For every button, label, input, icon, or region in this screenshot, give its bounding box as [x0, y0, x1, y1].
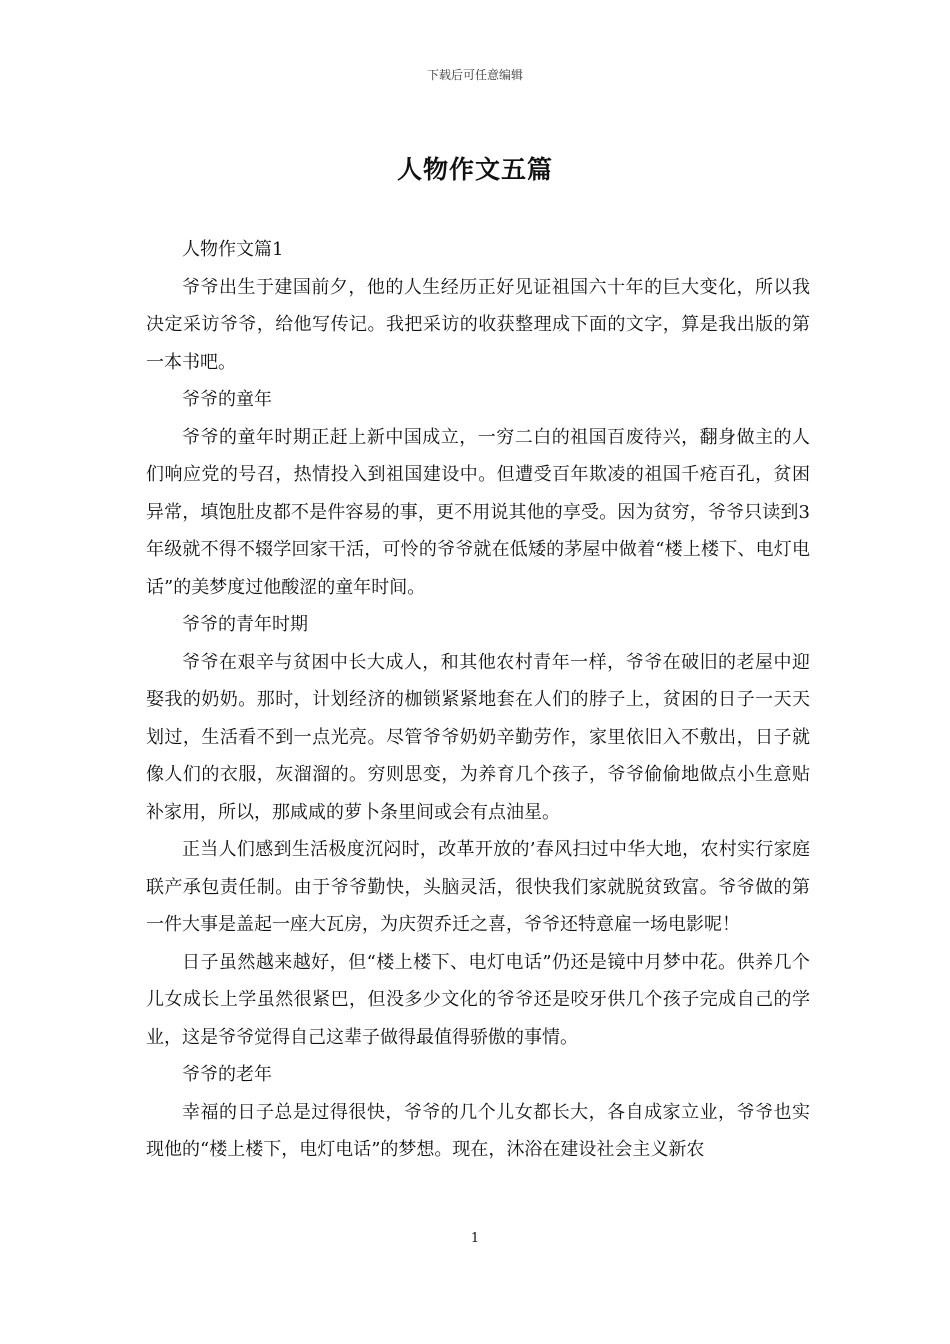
section-heading: 爷爷的童年	[182, 389, 272, 410]
paragraph: 爷爷出生于建国前夕，他的人生经历正好见证祖国六十年的巨大变化，所以我决定采访爷爷，给他写传记。我把采访的收获整理成下面的文字，算是我出版的第一本书吧。	[146, 276, 810, 373]
section-heading: 爷爷的老年	[182, 1064, 272, 1085]
section-heading: 人物作文篇1	[182, 239, 284, 260]
paragraph: 爷爷在艰辛与贫困中长大成人，和其他农村青年一样，爷爷在破旧的老屋中迎娶我的奶奶。那时，计划经济的枷锁紧紧地套在人们的脖子上，贫困的日子一天天划过，生活看不到一点光亮。尽管爷爷奶奶辛勤劳作，家里依旧入不敷出，日子就像人们的衣服，灰溜溜的。穷则思变，为养育几个孩子，爷爷偷偷地做点小生意贴补家用，所以，那咸咸的萝卜条里间或会有点油星。	[146, 651, 810, 823]
header-note: 下载后可任意编辑	[426, 68, 523, 82]
paragraph: 日子虽然越来越好，但“楼上楼下、电灯电话”仍还是镜中月梦中花。供养几个儿女成长上学虽然很紧巴，但没多少文化的爷爷还是咬牙供几个孩子完成自己的学业，这是爷爷觉得自己这辈子做得最值得骄傲的事情。	[146, 951, 810, 1048]
paragraph: 幸福的日子总是过得很快，爷爷的几个儿女都长大，各自成家立业，爷爷也实现他的“楼上楼下，电灯电话”的梦想。现在，沐浴在建设社会主义新农	[146, 1101, 810, 1160]
paragraph: 爷爷的童年时期正赶上新中国成立，一穷二白的祖国百废待兴，翻身做主的人们响应党的号召，热情投入到祖国建设中。但遭受百年欺凌的祖国千疮百孔，贫困异常，填饱肚皮都不是件容易的事，更不用说其他的享受。因为贫穷，爷爷只读到3年级就不得不辍学回家干活，可怜的爷爷就在低矮的茅屋中做着“楼上楼下、电灯电话”的美梦度过他酸涩的童年时间。	[146, 426, 810, 598]
page-title: 人物作文五篇	[396, 155, 553, 184]
page-number: 1	[470, 1231, 480, 1246]
document-body	[146, 231, 810, 1169]
section-heading: 爷爷的青年时期	[182, 614, 308, 635]
paragraph: 正当人们感到生活极度沉闷时，改革开放的’春风扫过中华大地，农村实行家庭联产承包责任制。由于爷爷勤快，头脑灵活，很快我们家就脱贫致富。爷爷做的第一件大事是盖起一座大瓦房，为庆贺乔迁之喜，爷爷还特意雇一场电影呢！	[146, 839, 810, 935]
